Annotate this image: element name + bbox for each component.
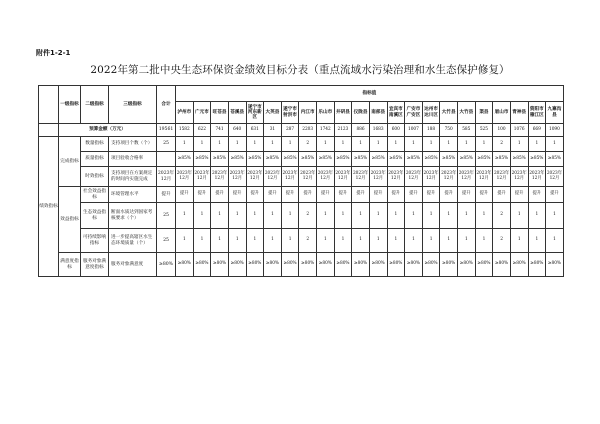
- rows.time.values-value: 2023年12月: [458, 167, 476, 187]
- rows.quantity.values-value: 1: [334, 137, 352, 152]
- level2-header: 二级指标: [81, 86, 109, 124]
- rows.eco.values-value: 1: [246, 203, 264, 229]
- rows.satisfaction.values-value: ≥80%: [264, 253, 282, 277]
- rows.quantity.values-value: 1: [387, 137, 405, 152]
- rows.social.values-value: 提升: [458, 187, 476, 203]
- level2-cell: 社会效益指标: [81, 187, 109, 203]
- rows.eco.values-value: 1: [475, 203, 493, 229]
- level3-cell: 服务对象满意度: [109, 253, 157, 277]
- budget.values-value: 631: [246, 124, 264, 137]
- rows.eco.values-value: 1: [352, 203, 370, 229]
- rows.sustain.values-value: 2: [299, 229, 317, 253]
- rows.sustain.values-value: 1: [510, 229, 528, 253]
- rows.quality.values-value: ≥85%: [369, 152, 387, 167]
- budget.values-value: 1582: [176, 124, 194, 137]
- rows.quality.values-value: ≥85%: [176, 152, 194, 167]
- level3-header: 三级指标: [109, 86, 157, 124]
- rows.social.values-value: 提升: [176, 187, 194, 203]
- rows.time.values-value: 2023年12月: [281, 167, 299, 187]
- rows.time.values-value: 2023年12月: [387, 167, 405, 187]
- budget.values-value: 1683: [369, 124, 387, 137]
- level3-cell: 环境管理水平: [109, 187, 157, 203]
- rows.sustain.values-value: 1: [387, 229, 405, 253]
- rows.quantity.values-value: 2: [299, 137, 317, 152]
- rows.time.values-value: 2023年12月: [528, 167, 546, 187]
- rows.time.values-value: 2023年12月: [422, 167, 440, 187]
- rows.social.values-value: 提升: [246, 187, 264, 203]
- rows.satisfaction.values-value: ≥80%: [246, 253, 264, 277]
- rows.satisfaction.values-value: ≥80%: [493, 253, 511, 277]
- rows.time.values-value: 2023年12月: [299, 167, 317, 187]
- rows.quantity.values-value: 1: [193, 137, 211, 152]
- rows.quantity.values-value: 1: [317, 137, 335, 152]
- rows.quality.values-value: ≥85%: [405, 152, 423, 167]
- budget.values-value: 622: [193, 124, 211, 137]
- region-header: 青神县: [510, 102, 528, 124]
- rows.quantity.values-value: 1: [510, 137, 528, 152]
- satisfaction-label: 满意度指标: [59, 253, 81, 277]
- rows.sustain.values-value: 1: [352, 229, 370, 253]
- budget.values-value: 287: [281, 124, 299, 137]
- rows.quantity.values-value: 1: [246, 137, 264, 152]
- rows.time.values-value: 2023年12月: [176, 167, 194, 187]
- region-header: 达州市达川区: [422, 102, 440, 124]
- rows.quality.values-value: ≥85%: [510, 152, 528, 167]
- rows.sustain.values-value: 1: [264, 229, 282, 253]
- level2-cell: 质量指标: [81, 152, 109, 167]
- rows.eco.values-value: 1: [510, 203, 528, 229]
- rows.time.values-value: 2023年12月: [317, 167, 335, 187]
- rows.social.values-value: 提升: [264, 187, 282, 203]
- rows.social.values-value: 提升: [334, 187, 352, 203]
- rows.satisfaction.values-value: ≥80%: [317, 253, 335, 277]
- rows.satisfaction.values-value: ≥80%: [510, 253, 528, 277]
- rows.social.values-value: 提升: [405, 187, 423, 203]
- level2-cell: 可持续影响指标: [81, 229, 109, 253]
- rows.time.values-value: 2023年12月: [440, 167, 458, 187]
- rows.social.values-value: 提升: [193, 187, 211, 203]
- rows.quantity.values-value: 1: [475, 137, 493, 152]
- rows.time.values-value: 2023年12月: [352, 167, 370, 187]
- region-header: 旺苍县: [211, 102, 229, 124]
- rows.eco.values-value: 1: [334, 203, 352, 229]
- rows.social.values-value: 提升: [528, 187, 546, 203]
- rows.quality.values-value: ≥85%: [493, 152, 511, 167]
- rows.quantity.values-value: 1: [281, 137, 299, 152]
- region-header: 资阳市雁江区: [528, 102, 546, 124]
- rows.satisfaction.values-value: ≥80%: [458, 253, 476, 277]
- budget.values-value: 1007: [405, 124, 423, 137]
- budget.values-value: 1090: [546, 124, 564, 137]
- budget-label: 预算金额（万元）: [59, 124, 157, 137]
- page-title: 2022年第二批中央生态环保资金绩效目标分表（重点流域水污染治理和水生态保护修复）: [90, 64, 510, 76]
- region-header: 泸州市: [176, 102, 194, 124]
- rows.eco.values-value: 1: [422, 203, 440, 229]
- rows.time.values-value: 2023年12月: [193, 167, 211, 187]
- rows.eco.values-value: 2: [299, 203, 317, 229]
- region-header: 广元市: [193, 102, 211, 124]
- level2-cell: 时效指标: [81, 167, 109, 187]
- region-header: 遂宁市河东新区: [246, 102, 264, 124]
- output-label: 完成指标: [59, 137, 81, 187]
- rows.social.values-value: 提升: [546, 187, 564, 203]
- region-header: 井研县: [334, 102, 352, 124]
- budget.values-value: 31: [264, 124, 282, 137]
- rows.satisfaction.values-value: ≥80%: [405, 253, 423, 277]
- rows.quantity.values-value: 1: [369, 137, 387, 152]
- level1-header: 一级指标: [59, 86, 81, 124]
- budget.values-value: 600: [387, 124, 405, 137]
- rows.time.values-value: 2023年12月: [246, 167, 264, 187]
- rows.time.values-value: 2023年12月: [211, 167, 229, 187]
- level2-cell: 服务对象满意度指标: [81, 253, 109, 277]
- rows.quantity.values-value: 1: [176, 137, 194, 152]
- rows.satisfaction.values-value: ≥80%: [369, 253, 387, 277]
- level3-cell: 进一步提高辖区水生态环境质量（个）: [109, 229, 157, 253]
- rows.eco.values-value: 1: [369, 203, 387, 229]
- budget.values-value: 741: [211, 124, 229, 137]
- indicator-value-header: 指标值: [176, 86, 564, 102]
- rows.quality.values-value: ≥85%: [334, 152, 352, 167]
- rows.sustain.values-value: 1: [317, 229, 335, 253]
- rows.sustain.values-value: 1: [405, 229, 423, 253]
- social-row: [39, 187, 564, 203]
- budget.values-value: 886: [352, 124, 370, 137]
- total-cell: 提升: [157, 187, 176, 203]
- level3-cell: 断面水质达到国家考核要求（个）: [109, 203, 157, 229]
- rows.quality.values-value: ≥85%: [422, 152, 440, 167]
- rows.eco.values-value: 1: [440, 203, 458, 229]
- budget.values-value: 640: [228, 124, 246, 137]
- rows.quantity.values-value: 1: [422, 137, 440, 152]
- rows.sustain.values-value: 1: [334, 229, 352, 253]
- region-header: 大竹县: [440, 102, 458, 124]
- rows.sustain.values-value: 1: [440, 229, 458, 253]
- rows.quality.values-value: ≥85%: [387, 152, 405, 167]
- rows.satisfaction.values-value: ≥80%: [193, 253, 211, 277]
- rows.sustain.values-value: 1: [281, 229, 299, 253]
- rows.eco.values-value: 1: [228, 203, 246, 229]
- rows.satisfaction.values-value: ≥80%: [546, 253, 564, 277]
- rows.quantity.values-value: 1: [352, 137, 370, 152]
- satisfaction-row: [39, 253, 564, 277]
- rows.social.values-value: 提升: [281, 187, 299, 203]
- total-cell: [157, 152, 176, 167]
- rows.time.values-value: 2023年12月: [264, 167, 282, 187]
- rows.eco.values-value: 1: [405, 203, 423, 229]
- rows.eco.values-value: 1: [317, 203, 335, 229]
- rows.satisfaction.values-value: ≥80%: [528, 253, 546, 277]
- rows.sustain.values-value: 1: [475, 229, 493, 253]
- rows.social.values-value: 提升: [422, 187, 440, 203]
- budget.values-value: 100: [493, 124, 511, 137]
- rows.quality.values-value: ≥85%: [458, 152, 476, 167]
- performance-label: 绩效指标: [39, 137, 59, 277]
- rows.quality.values-value: ≥85%: [352, 152, 370, 167]
- rows.satisfaction.values-value: ≥80%: [387, 253, 405, 277]
- rows.time.values-value: 2023年12月: [369, 167, 387, 187]
- rows.social.values-value: 提升: [228, 187, 246, 203]
- rows.quality.values-value: ≥85%: [281, 152, 299, 167]
- rows.quantity.values-value: 1: [264, 137, 282, 152]
- rows.sustain.values-value: 1: [211, 229, 229, 253]
- region-header: 苍溪县: [228, 102, 246, 124]
- region-header: 广安市广安区: [405, 102, 423, 124]
- sustain-row: [39, 229, 564, 253]
- rows.sustain.values-value: 1: [228, 229, 246, 253]
- budget.values-value: 2203: [299, 124, 317, 137]
- performance-table: [38, 85, 564, 277]
- time-row: [39, 167, 564, 187]
- rows.satisfaction.values-value: ≥80%: [422, 253, 440, 277]
- rows.social.values-value: 提升: [352, 187, 370, 203]
- rows.quality.values-value: ≥85%: [317, 152, 335, 167]
- level3-cell: 项目验收合格率: [109, 152, 157, 167]
- rows.sustain.values-value: 1: [458, 229, 476, 253]
- rows.satisfaction.values-value: ≥80%: [475, 253, 493, 277]
- rows.quantity.values-value: 1: [440, 137, 458, 152]
- budget-total: 19561: [157, 124, 176, 137]
- eco-row: [39, 203, 564, 229]
- region-header: 眉山市: [493, 102, 511, 124]
- total-cell: ≥80%: [157, 253, 176, 277]
- rows.quantity.values-value: 1: [528, 137, 546, 152]
- total-cell: 25: [157, 229, 176, 253]
- rows.social.values-value: 提升: [475, 187, 493, 203]
- rows.quality.values-value: ≥85%: [546, 152, 564, 167]
- rows.social.values-value: 提升: [387, 187, 405, 203]
- region-header: 遂宁市射洪市: [281, 102, 299, 124]
- rows.time.values-value: 2023年12月: [405, 167, 423, 187]
- budget.values-value: 188: [422, 124, 440, 137]
- rows.sustain.values-value: 1: [193, 229, 211, 253]
- rows.social.values-value: 提升: [299, 187, 317, 203]
- rows.eco.values-value: 1: [176, 203, 194, 229]
- attachment-label: 附件1-2-1: [36, 49, 71, 57]
- rows.eco.values-value: 1: [458, 203, 476, 229]
- rows.eco.values-value: 1: [264, 203, 282, 229]
- rows.satisfaction.values-value: ≥80%: [352, 253, 370, 277]
- rows.satisfaction.values-value: ≥80%: [281, 253, 299, 277]
- region-header: 大英县: [264, 102, 282, 124]
- rows.eco.values-value: 1: [193, 203, 211, 229]
- budget.values-value: 1742: [317, 124, 335, 137]
- rows.quality.values-value: ≥85%: [528, 152, 546, 167]
- rows.social.values-value: 提升: [510, 187, 528, 203]
- rows.quantity.values-value: 1: [405, 137, 423, 152]
- rows.eco.values-value: 1: [528, 203, 546, 229]
- budget.values-value: 585: [458, 124, 476, 137]
- rows.quality.values-value: ≥85%: [475, 152, 493, 167]
- rows.time.values-value: 2023年12月: [546, 167, 564, 187]
- rows.sustain.values-value: 1: [369, 229, 387, 253]
- total-header: 合计: [157, 86, 176, 124]
- rows.social.values-value: 提升: [440, 187, 458, 203]
- rows.time.values-value: 2023年12月: [228, 167, 246, 187]
- rows.social.values-value: 提升: [369, 187, 387, 203]
- rows.eco.values-value: 2: [493, 203, 511, 229]
- rows.quality.values-value: ≥85%: [193, 152, 211, 167]
- region-header: 乐山市: [317, 102, 335, 124]
- rows.quantity.values-value: 1: [458, 137, 476, 152]
- level2-cell: 生态效益指标: [81, 203, 109, 229]
- rows.quality.values-value: ≥85%: [299, 152, 317, 167]
- rows.satisfaction.values-value: ≥80%: [176, 253, 194, 277]
- header-row: [39, 86, 564, 102]
- rows.satisfaction.values-value: ≥80%: [228, 253, 246, 277]
- budget-row: [39, 124, 564, 137]
- rows.satisfaction.values-value: ≥80%: [299, 253, 317, 277]
- budget.values-value: 669: [528, 124, 546, 137]
- budget.values-value: 750: [440, 124, 458, 137]
- rows.eco.values-value: 1: [387, 203, 405, 229]
- rows.quantity.values-value: 1: [546, 137, 564, 152]
- rows.quality.values-value: ≥85%: [264, 152, 282, 167]
- rows.social.values-value: 提升: [493, 187, 511, 203]
- rows.eco.values-value: 1: [281, 203, 299, 229]
- region-header: 渠县: [475, 102, 493, 124]
- level2-cell: 数量指标: [81, 137, 109, 152]
- region-header: 九寨沟县: [546, 102, 564, 124]
- rows.time.values-value: 2023年12月: [475, 167, 493, 187]
- region-header: 内江市: [299, 102, 317, 124]
- rows.time.values-value: 2023年12月: [493, 167, 511, 187]
- rows.sustain.values-value: 1: [528, 229, 546, 253]
- rows.sustain.values-value: 1: [246, 229, 264, 253]
- total-cell: 2023年12月: [157, 167, 176, 187]
- rows.sustain.values-value: 1: [422, 229, 440, 253]
- region-header: 仪陇县: [352, 102, 370, 124]
- rows.social.values-value: 提升: [211, 187, 229, 203]
- rows.sustain.values-value: 2: [493, 229, 511, 253]
- rows.quality.values-value: ≥85%: [246, 152, 264, 167]
- rows.time.values-value: 2023年12月: [334, 167, 352, 187]
- rows.quantity.values-value: 1: [228, 137, 246, 152]
- budget.values-value: 2123: [334, 124, 352, 137]
- rows.sustain.values-value: 1: [176, 229, 194, 253]
- rows.sustain.values-value: 1: [546, 229, 564, 253]
- rows.eco.values-value: 1: [546, 203, 564, 229]
- region-header: 南部县: [369, 102, 387, 124]
- level3-cell: 支持项目个数（个）: [109, 137, 157, 152]
- rows.quality.values-value: ≥85%: [440, 152, 458, 167]
- budget.values-value: 1076: [510, 124, 528, 137]
- rows.eco.values-value: 1: [211, 203, 229, 229]
- total-cell: 25: [157, 137, 176, 152]
- level3-cell: 支持项目在方案规定的时间内实施完成: [109, 167, 157, 187]
- rows.social.values-value: 提升: [317, 187, 335, 203]
- rows.quantity.values-value: 2: [493, 137, 511, 152]
- rows.satisfaction.values-value: ≥80%: [211, 253, 229, 277]
- total-cell: 25: [157, 203, 176, 229]
- budget.values-value: 525: [475, 124, 493, 137]
- rows.satisfaction.values-value: ≥80%: [440, 253, 458, 277]
- rows.quality.values-value: ≥85%: [211, 152, 229, 167]
- region-header: 宜宾市南溪区: [387, 102, 405, 124]
- region-header: 大竹县: [458, 102, 476, 124]
- rows.quality.values-value: ≥85%: [228, 152, 246, 167]
- rows.satisfaction.values-value: ≥80%: [334, 253, 352, 277]
- quality-row: [39, 152, 564, 167]
- quantity-row: [39, 137, 564, 152]
- rows.time.values-value: 2023年12月: [510, 167, 528, 187]
- benefit-label: 效益指标: [59, 187, 81, 253]
- rows.quantity.values-value: 1: [211, 137, 229, 152]
